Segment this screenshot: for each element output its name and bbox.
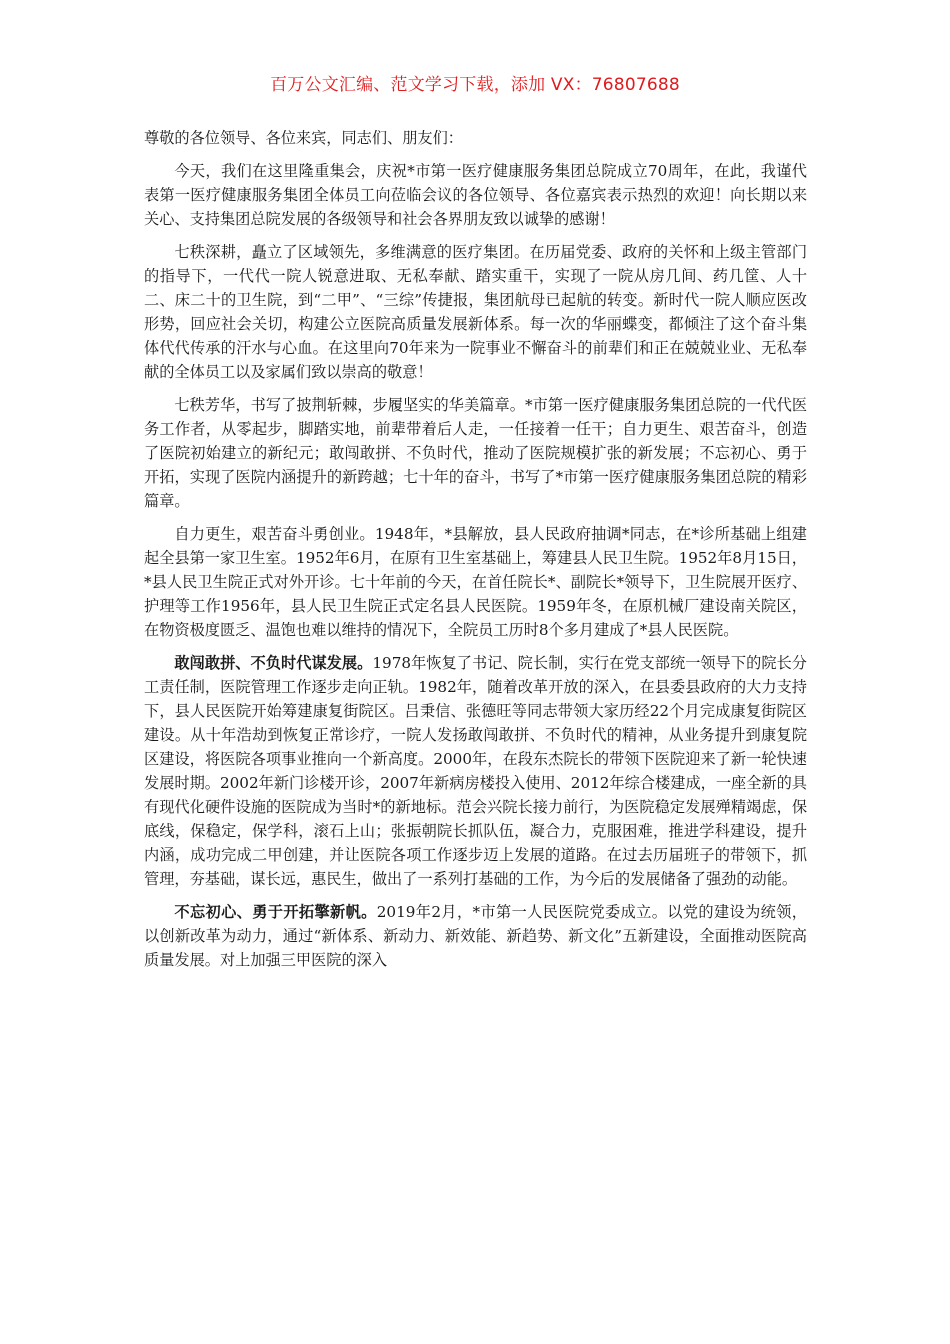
salutation: 尊敬的各位领导、各位来宾，同志们、朋友们： xyxy=(144,129,463,147)
paragraph-text: 七秩芳华，书写了披荆斩棘，步履坚实的华美篇章。*市第一医疗健康服务集团总院的一代代医务工作者，从零起步，脚踏实地，前辈带着后人走，一任接着一任干；自力更生、艰苦奋斗，创造了医院初始建立的新纪元；敢闯敢拼、不负时代，推动了医院规模扩张的新发展；不忘初心、勇于开拓，实现了医院内涵提升的新跨越；七十年的奋斗，书写了*市第一医疗健康服务集团总院的精彩篇章。 xyxy=(144,396,807,510)
document-body xyxy=(144,126,807,981)
paragraph-seventy-years-deep xyxy=(144,240,807,384)
paragraph-text: 今天，我们在这里隆重集会，庆祝*市第一医疗健康服务集团总院成立70周年，在此，我谨代表第一医疗健康服务集团全体员工向莅临会议的各位领导、各位嘉宾表示热烈的欢迎！向长期以来关心、支持集团总院发展的各级领导和社会各界朋友致以诚挚的感谢！ xyxy=(144,162,807,228)
paragraph-lead-heading: 敢闯敢拼、不负时代谋发展。 xyxy=(174,654,373,672)
paragraph-text: 2019年2月，*市第一人民医院党委成立。以党的建设为统领，以创新改革为动力，通过“新体系、新动力、新效能、新趋势、新文化”五新建设，全面推动医院高质量发展。对上加强三甲医院的深入 xyxy=(144,903,807,969)
paragraph-text: 自力更生，艰苦奋斗勇创业。1948年，*县解放，县人民政府抽调*同志，在*诊所基础上组建起全县第一家卫生室。1952年6月，在原有卫生室基础上，筹建县人民卫生院。1952年8月15日，*县人民卫生院正式对外开诊。七十年前的今天，在首任院长*、副院长*领导下，卫生院展开医疗、护理等工作1956年，县人民卫生院正式定名县人民医院。1959年冬，在原机械厂建设南关院区，在物资极度匮乏、温饱也难以维持的情况下，全院员工历时8个多月建成了*县人民医院。 xyxy=(144,525,807,639)
paragraph-opening xyxy=(144,159,807,231)
paragraph-bold-development xyxy=(144,651,807,891)
paragraph-text: 1978年恢复了书记、院长制，实行在党支部统一领导下的院长分工责任制，医院管理工作逐步走向正轨。1982年，随着改革开放的深入，在县委县政府的大力支持下，县人民医院开始筹建康复街院区。吕秉信、张德旺等同志带领大家历经22个月完成康复街院区建设。从十年浩劫到恢复正常诊疗，一院人发扬敢闯敢拼、不负时代的精神，从业务提升到康复院区建设，将医院各项事业推向一个新高度。2000年，在段东杰院长的带领下医院迎来了新一轮快速发展时期。2002年新门诊楼开诊，2007年新病房楼投入使用、2012年综合楼建成，一座全新的具有现代化硬件设施的医院成为当时*的新地标。范会兴院长接力前行，为医院稳定发展殚精竭虑，保底线，保稳定，保学科，滚石上山；张振朝院长抓队伍，凝合力，克服困难，推进学科建设，提升内涵，成功完成二甲创建，并让医院各项工作逐步迈上发展的道路。在过去历届班子的带领下，抓管理，夯基础，谋长远，惠民生，做出了一系列打基础的工作，为今后的发展储备了强劲的动能。 xyxy=(144,654,807,888)
paragraph-seventy-years-glory xyxy=(144,393,807,513)
paragraph-new-sail xyxy=(144,900,807,972)
paragraph-lead-heading: 不忘初心、勇于开拓擎新帆。 xyxy=(174,903,377,921)
paragraph-self-reliance xyxy=(144,522,807,642)
paragraph-text: 七秩深耕，矗立了区域领先，多维满意的医疗集团。在历届党委、政府的关怀和上级主管部门的指导下，一代代一院人锐意进取、无私奉献、踏实重干，实现了一院从房几间、药几筐、人十二、床二十的卫生院，到“二甲”、“三综”传捷报，集团航母已起航的转变。新时代一院人顺应医改形势，回应社会关切，构建公立医院高质量发展新体系。每一次的华丽蝶变，都倾注了这个奋斗集体代代传承的汗水与心血。在这里向70年来为一院事业不懈奋斗的前辈们和正在兢兢业业、无私奉献的全体员工以及家属们致以崇高的敬意！ xyxy=(144,243,807,381)
watermark-banner: 百万公文汇编、范文学习下载，添加 VX：76807688 xyxy=(270,75,680,95)
